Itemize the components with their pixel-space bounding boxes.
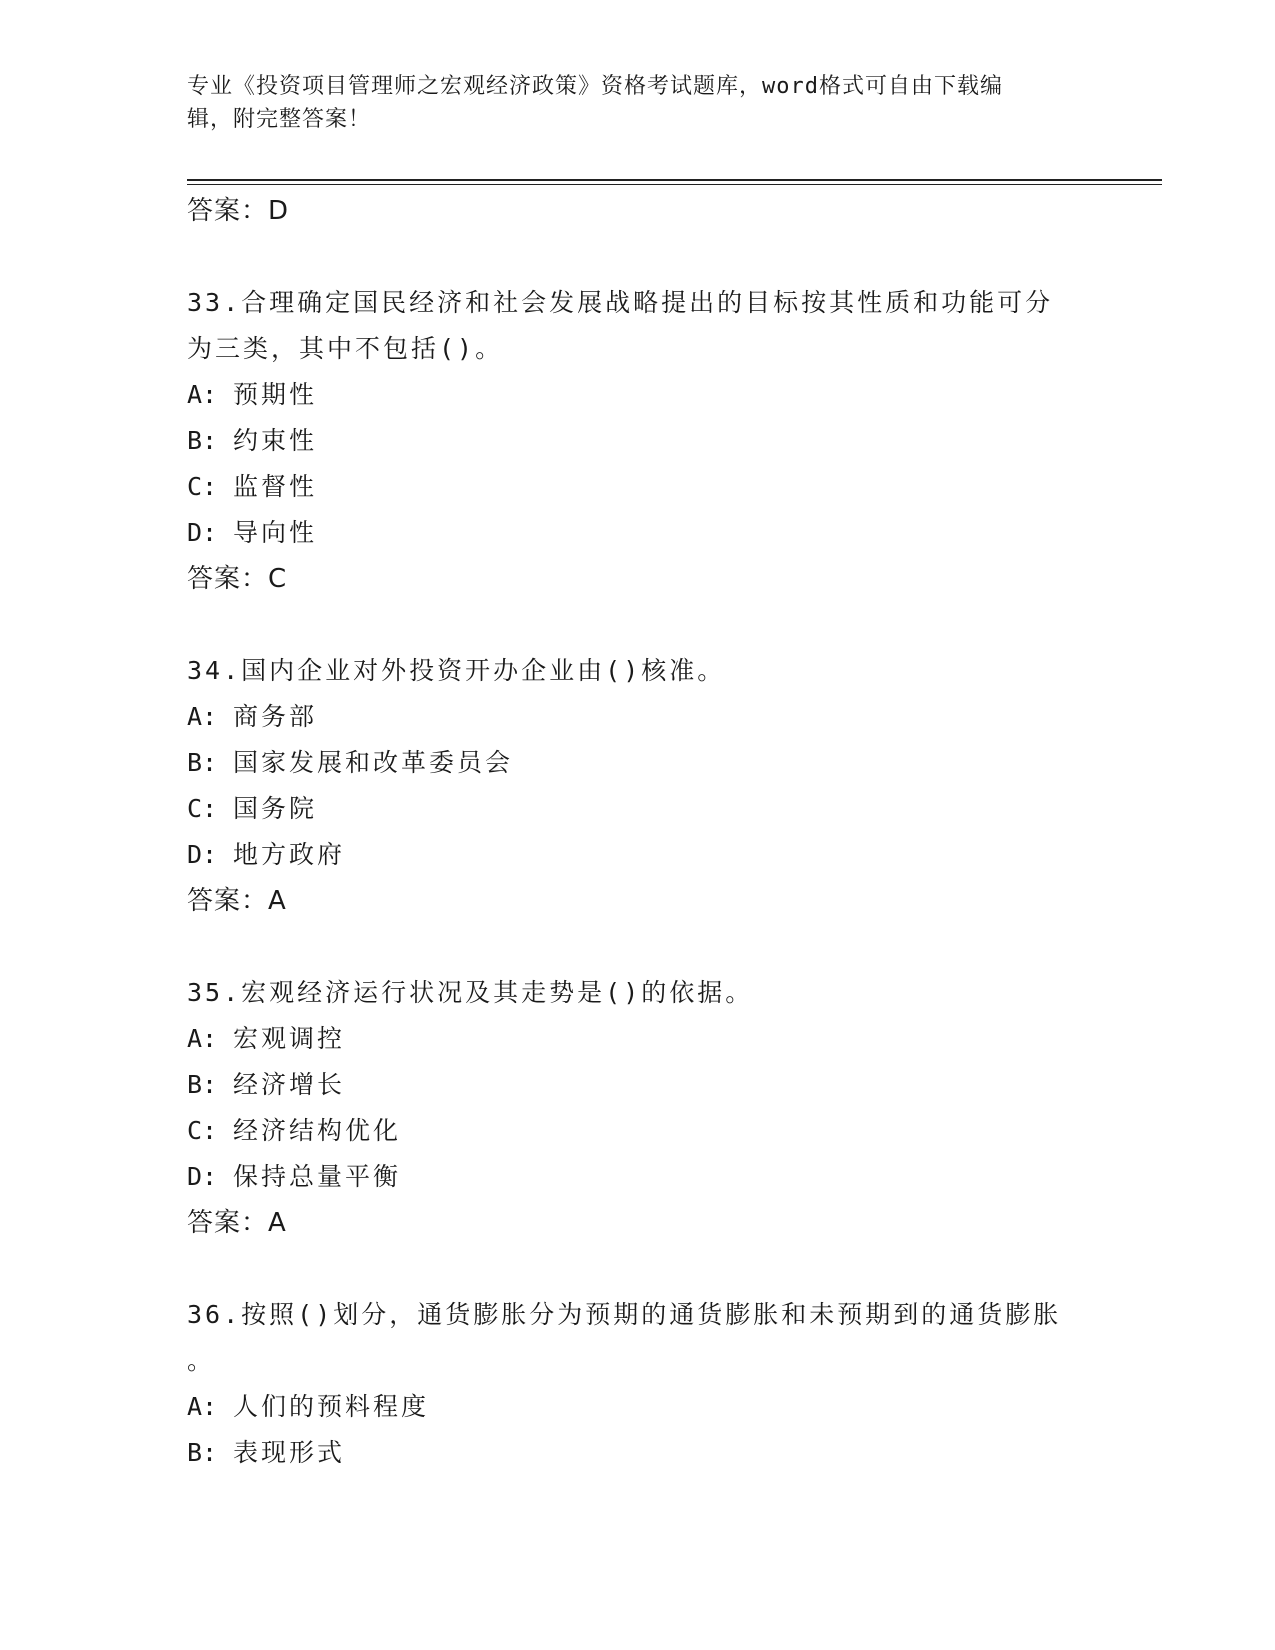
option-d: D: 导向性 — [187, 518, 318, 547]
option-c: C: 经济结构优化 — [187, 1116, 402, 1145]
question-item — [187, 1292, 1087, 1476]
header-divider-thick — [187, 179, 1162, 181]
option-b: B: 经济增长 — [187, 1070, 346, 1099]
option-d: D: 地方政府 — [187, 840, 346, 869]
question-item — [187, 648, 1087, 924]
option-a: A: 预期性 — [187, 380, 318, 409]
option-b: B: 表现形式 — [187, 1438, 346, 1467]
option-b: B: 国家发展和改革委员会 — [187, 748, 514, 777]
question-list — [187, 188, 1087, 1476]
document-header — [187, 70, 1077, 136]
question-stem: 34.国内企业对外投资开办企业由()核准。 — [187, 656, 726, 685]
question-stem: 33.合理确定国民经济和社会发展战略提出的目标按其性质和功能可分 为三类，其中不包括()。 — [187, 288, 1054, 363]
answer-line: 答案：A — [187, 886, 287, 916]
question-item — [187, 280, 1087, 602]
header-line-1: 专业《投资项目管理师之宏观经济政策》资格考试题库，word格式可自由下载编 — [187, 74, 1003, 99]
header-divider-thin — [187, 184, 1162, 185]
option-b: B: 约束性 — [187, 426, 318, 455]
question-item — [187, 970, 1087, 1246]
answer-line: 答案：A — [187, 1208, 287, 1238]
option-d: D: 保持总量平衡 — [187, 1162, 402, 1191]
answer-line: 答案：C — [187, 564, 288, 594]
answer-line: 答案：D — [187, 196, 290, 226]
option-a: A: 宏观调控 — [187, 1024, 346, 1053]
header-line-2: 辑，附完整答案！ — [187, 107, 372, 132]
option-c: C: 国务院 — [187, 794, 318, 823]
option-a: A: 人们的预料程度 — [187, 1392, 430, 1421]
question-stem: 36.按照()划分，通货膨胀分为预期的通货膨胀和未预期到的通货膨胀 。 — [187, 1300, 1062, 1375]
question-stem: 35.宏观经济运行状况及其走势是()的依据。 — [187, 978, 754, 1007]
option-a: A: 商务部 — [187, 702, 318, 731]
option-c: C: 监督性 — [187, 472, 318, 501]
